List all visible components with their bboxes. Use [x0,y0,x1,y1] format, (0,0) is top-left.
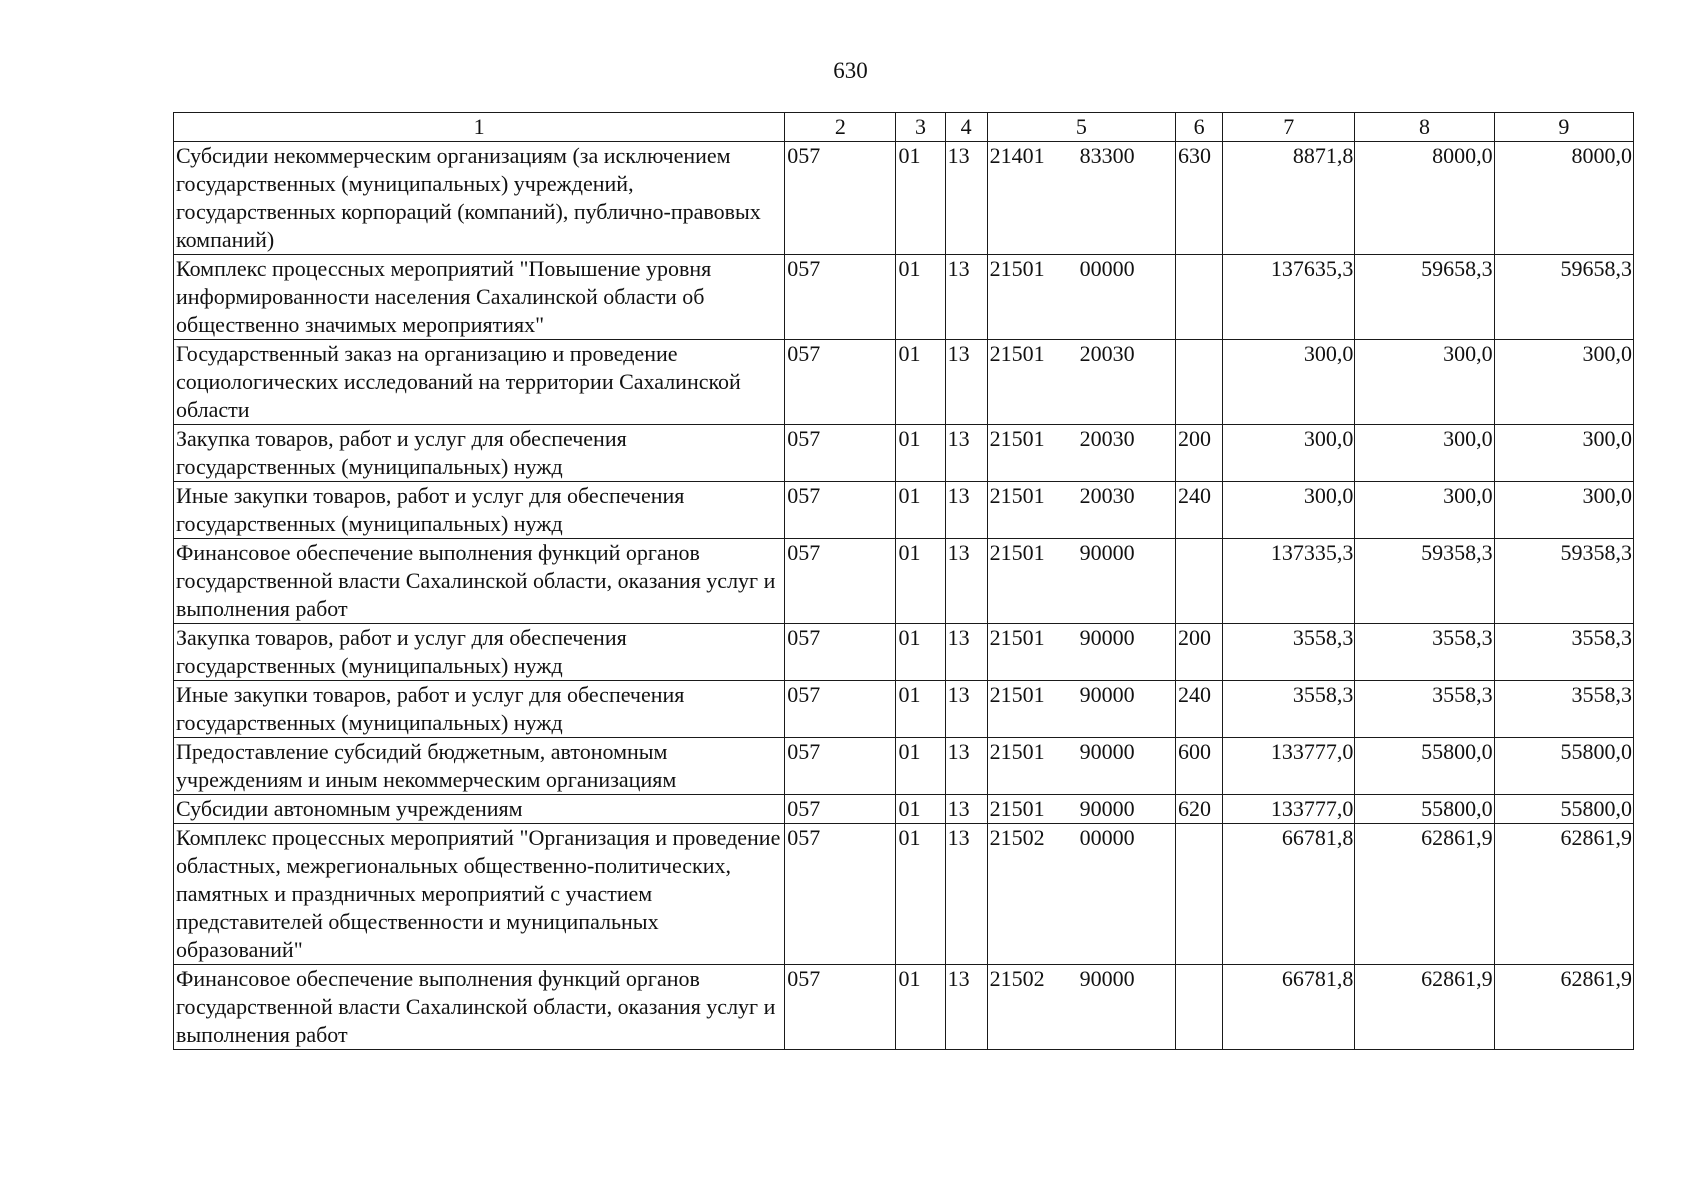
column-header: 2 [785,113,896,142]
subsection-code: 13 [945,624,987,681]
subsection-code: 13 [945,681,987,738]
amount-col-9: 59358,3 [1494,539,1633,624]
target-article-code [987,539,1175,624]
amount-col-9: 62861,9 [1494,965,1633,1050]
ministry-code: 057 [785,340,896,425]
ministry-code: 057 [785,965,896,1050]
row-description: Комплекс процессных мероприятий "Повышение уровня информированности населения Сахалинской области об общественно значимых мероприятиях" [174,255,785,340]
ministry-code: 057 [785,795,896,824]
row-description: Предоставление субсидий бюджетным, автономным учреждениям и иным некоммерческим организациям [174,738,785,795]
direction-code: 90000 [1079,625,1135,650]
amount-col-8: 55800,0 [1355,738,1494,795]
column-header: 5 [987,113,1175,142]
target-article-code [987,681,1175,738]
amount-col-7: 137335,3 [1223,539,1355,624]
expense-type-code [1176,340,1223,425]
table-row [174,681,1634,738]
subsection-code: 13 [945,539,987,624]
column-header: 6 [1176,113,1223,142]
section-code: 01 [896,824,945,965]
expense-type-code: 200 [1176,624,1223,681]
program-code: 21501 [989,483,1045,508]
program-code: 21501 [989,739,1045,764]
amount-col-9: 300,0 [1494,340,1633,425]
table-row [174,142,1634,255]
section-code: 01 [896,738,945,795]
table-row [174,738,1634,795]
amount-col-8: 3558,3 [1355,624,1494,681]
target-article-code [987,142,1175,255]
subsection-code: 13 [945,340,987,425]
target-article-code [987,795,1175,824]
amount-col-7: 66781,8 [1223,965,1355,1050]
expense-type-code: 240 [1176,681,1223,738]
amount-col-9: 55800,0 [1494,795,1633,824]
expense-type-code: 620 [1176,795,1223,824]
ministry-code: 057 [785,482,896,539]
direction-code: 20030 [1079,426,1135,451]
header-row [174,113,1634,142]
budget-table [173,112,1634,1050]
section-code: 01 [896,681,945,738]
ministry-code: 057 [785,738,896,795]
subsection-code: 13 [945,824,987,965]
row-description: Субсидии автономным учреждениям [174,795,785,824]
section-code: 01 [896,965,945,1050]
program-code: 21501 [989,796,1045,821]
direction-code: 90000 [1079,739,1135,764]
row-description: Закупка товаров, работ и услуг для обеспечения государственных (муниципальных) нужд [174,624,785,681]
amount-col-7: 133777,0 [1223,738,1355,795]
expense-type-code [1176,965,1223,1050]
amount-col-7: 8871,8 [1223,142,1355,255]
table-row [174,255,1634,340]
amount-col-8: 59358,3 [1355,539,1494,624]
amount-col-7: 300,0 [1223,425,1355,482]
table-row [174,624,1634,681]
target-article-code [987,965,1175,1050]
expense-type-code [1176,539,1223,624]
amount-col-7: 3558,3 [1223,681,1355,738]
column-header: 7 [1223,113,1355,142]
ministry-code: 057 [785,255,896,340]
expense-type-code: 630 [1176,142,1223,255]
target-article-code [987,624,1175,681]
column-header: 1 [174,113,785,142]
subsection-code: 13 [945,738,987,795]
amount-col-9: 62861,9 [1494,824,1633,965]
row-description: Закупка товаров, работ и услуг для обеспечения государственных (муниципальных) нужд [174,425,785,482]
section-code: 01 [896,255,945,340]
amount-col-8: 62861,9 [1355,824,1494,965]
amount-col-8: 59658,3 [1355,255,1494,340]
amount-col-8: 300,0 [1355,425,1494,482]
row-description: Комплекс процессных мероприятий "Организация и проведение областных, межрегиональных общественно-политических, памятных и праздничных мероприятий с участием представителей общественности и муниципальных образований" [174,824,785,965]
target-article-code [987,425,1175,482]
direction-code: 00000 [1079,256,1135,281]
table-header [174,113,1634,142]
table-row [174,965,1634,1050]
program-code: 21501 [989,625,1045,650]
ministry-code: 057 [785,624,896,681]
amount-col-8: 55800,0 [1355,795,1494,824]
table-body [174,142,1634,1050]
target-article-code [987,340,1175,425]
direction-code: 00000 [1079,825,1135,850]
target-article-code [987,738,1175,795]
direction-code: 20030 [1079,483,1135,508]
subsection-code: 13 [945,965,987,1050]
ministry-code: 057 [785,824,896,965]
section-code: 01 [896,539,945,624]
column-header: 4 [945,113,987,142]
target-article-code [987,482,1175,539]
direction-code: 20030 [1079,341,1135,366]
row-description: Субсидии некоммерческим организациям (за исключением государственных (муниципальных) учреждений, государственных корпораций (компаний), публично-правовых компаний) [174,142,785,255]
ministry-code: 057 [785,539,896,624]
ministry-code: 057 [785,142,896,255]
program-code: 21501 [989,540,1045,565]
amount-col-9: 300,0 [1494,425,1633,482]
column-header: 9 [1494,113,1633,142]
target-article-code [987,255,1175,340]
amount-col-8: 3558,3 [1355,681,1494,738]
direction-code: 90000 [1079,682,1135,707]
expense-type-code: 240 [1176,482,1223,539]
subsection-code: 13 [945,425,987,482]
amount-col-9: 3558,3 [1494,624,1633,681]
amount-col-8: 300,0 [1355,340,1494,425]
table-row [174,824,1634,965]
subsection-code: 13 [945,795,987,824]
amount-col-9: 300,0 [1494,482,1633,539]
table-row [174,425,1634,482]
amount-col-8: 300,0 [1355,482,1494,539]
direction-code: 83300 [1079,143,1135,168]
expense-type-code: 600 [1176,738,1223,795]
subsection-code: 13 [945,255,987,340]
table-row [174,539,1634,624]
table-row [174,340,1634,425]
amount-col-9: 55800,0 [1494,738,1633,795]
page-number: 630 [833,58,868,83]
program-code: 21502 [989,966,1045,991]
expense-type-code [1176,824,1223,965]
program-code: 21501 [989,426,1045,451]
program-code: 21501 [989,341,1045,366]
direction-code: 90000 [1079,540,1135,565]
row-description: Иные закупки товаров, работ и услуг для обеспечения государственных (муниципальных) нужд [174,482,785,539]
amount-col-8: 8000,0 [1355,142,1494,255]
subsection-code: 13 [945,482,987,539]
table-row [174,482,1634,539]
ministry-code: 057 [785,425,896,482]
amount-col-9: 3558,3 [1494,681,1633,738]
amount-col-7: 133777,0 [1223,795,1355,824]
row-description: Государственный заказ на организацию и проведение социологических исследований на территории Сахалинской области [174,340,785,425]
section-code: 01 [896,795,945,824]
direction-code: 90000 [1079,796,1135,821]
amount-col-7: 137635,3 [1223,255,1355,340]
section-code: 01 [896,482,945,539]
ministry-code: 057 [785,681,896,738]
row-description: Финансовое обеспечение выполнения функций органов государственной власти Сахалинской области, оказания услуг и выполнения работ [174,965,785,1050]
amount-col-9: 8000,0 [1494,142,1633,255]
row-description: Финансовое обеспечение выполнения функций органов государственной власти Сахалинской области, оказания услуг и выполнения работ [174,539,785,624]
section-code: 01 [896,340,945,425]
subsection-code: 13 [945,142,987,255]
amount-col-7: 66781,8 [1223,824,1355,965]
amount-col-7: 300,0 [1223,482,1355,539]
table-row [174,795,1634,824]
program-code: 21401 [989,143,1045,168]
section-code: 01 [896,425,945,482]
section-code: 01 [896,142,945,255]
program-code: 21501 [989,256,1045,281]
amount-col-8: 62861,9 [1355,965,1494,1050]
program-code: 21502 [989,825,1045,850]
target-article-code [987,824,1175,965]
amount-col-9: 59658,3 [1494,255,1633,340]
row-description: Иные закупки товаров, работ и услуг для обеспечения государственных (муниципальных) нужд [174,681,785,738]
expense-type-code [1176,255,1223,340]
column-header: 3 [896,113,945,142]
section-code: 01 [896,624,945,681]
program-code: 21501 [989,682,1045,707]
column-header: 8 [1355,113,1494,142]
direction-code: 90000 [1079,966,1135,991]
expense-type-code: 200 [1176,425,1223,482]
amount-col-7: 3558,3 [1223,624,1355,681]
amount-col-7: 300,0 [1223,340,1355,425]
